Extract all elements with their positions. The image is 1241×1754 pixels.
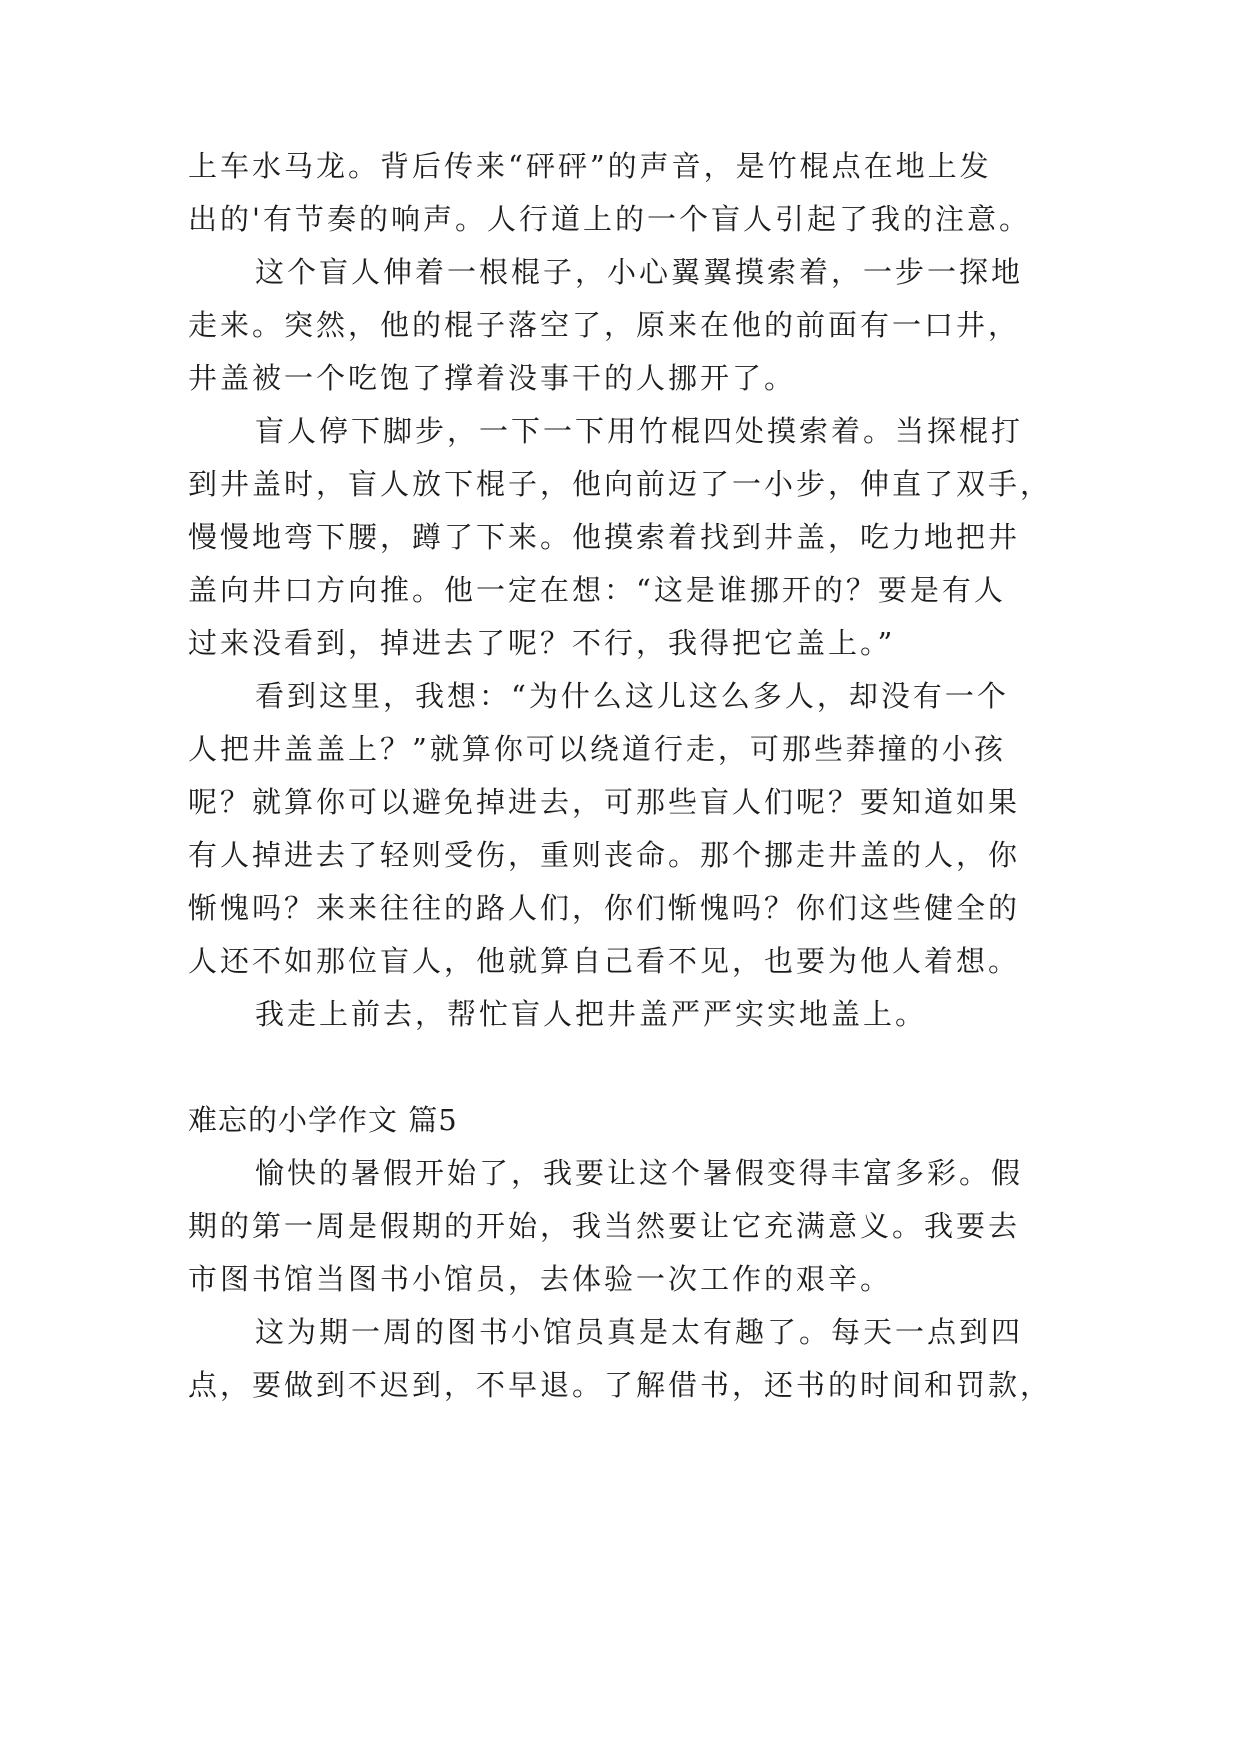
text-line: 点，要做到不迟到，不早退。了解借书，还书的时间和罚款， [188,1368,1053,1402]
text-line: 走来。突然，他的棍子落空了，原来在他的前面有一口井， [188,308,1021,342]
text-line: 到井盖时，盲人放下棍子，他向前迈了一小步，伸直了双手， [188,467,1053,501]
text-line: 井盖被一个吃饱了撑着没事干的人挪开了。 [188,361,797,395]
text-line: 惭愧吗？来来往往的路人们，你们惭愧吗？你们这些健全的 [188,891,1021,925]
paragraph-first-line: 看到这里，我想：“为什么这儿这么多人，却没有一个 [255,679,1009,713]
paragraph-first-line: 盲人停下脚步，一下一下用竹棍四处摸索着。当探棍打 [255,414,1024,448]
text-line: 呢？就算你可以避免掉进去，可那些盲人们呢？要知道如果 [188,785,1021,819]
text-line: 慢慢地弯下腰，蹲了下来。他摸索着找到井盖，吃力地把井 [188,520,1021,554]
text-line: 人还不如那位盲人，他就算自己看不见，也要为他人着想。 [188,944,1021,978]
text-line: 盖向井口方向推。他一定在想：“这是谁挪开的？要是有人 [188,573,1006,607]
paragraph-first-line: 愉快的暑假开始了，我要让这个暑假变得丰富多彩。假 [255,1156,1024,1190]
text-line: 有人掉进去了轻则受伤，重则丧命。那个挪走井盖的人，你 [188,838,1021,872]
paragraph-first-line: 这个盲人伸着一根棍子，小心翼翼摸索着，一步一探地 [255,255,1024,289]
paragraph-first-line: 我走上前去，帮忙盲人把井盖严严实实地盖上。 [255,997,928,1031]
paragraph-first-line: 这为期一周的图书小馆员真是太有趣了。每天一点到四 [255,1315,1024,1349]
section-heading: 难忘的小学作文 篇5 [188,1103,458,1137]
text-line: 出的'有节奏的响声。人行道上的一个盲人引起了我的注意。 [188,202,1031,236]
text-line: 期的第一周是假期的开始，我当然要让它充满意义。我要去 [188,1209,1021,1243]
text-line: 人把井盖盖上？”就算你可以绕道行走，可那些莽撞的小孩 [188,732,1006,766]
text-line: 过来没看到，掉进去了呢？不行，我得把它盖上。” [188,626,896,660]
text-line: 上车水马龙。背后传来“砰砰”的声音，是竹棍点在地上发 [188,149,992,183]
text-line: 市图书馆当图书小馆员，去体验一次工作的艰辛。 [188,1262,893,1296]
